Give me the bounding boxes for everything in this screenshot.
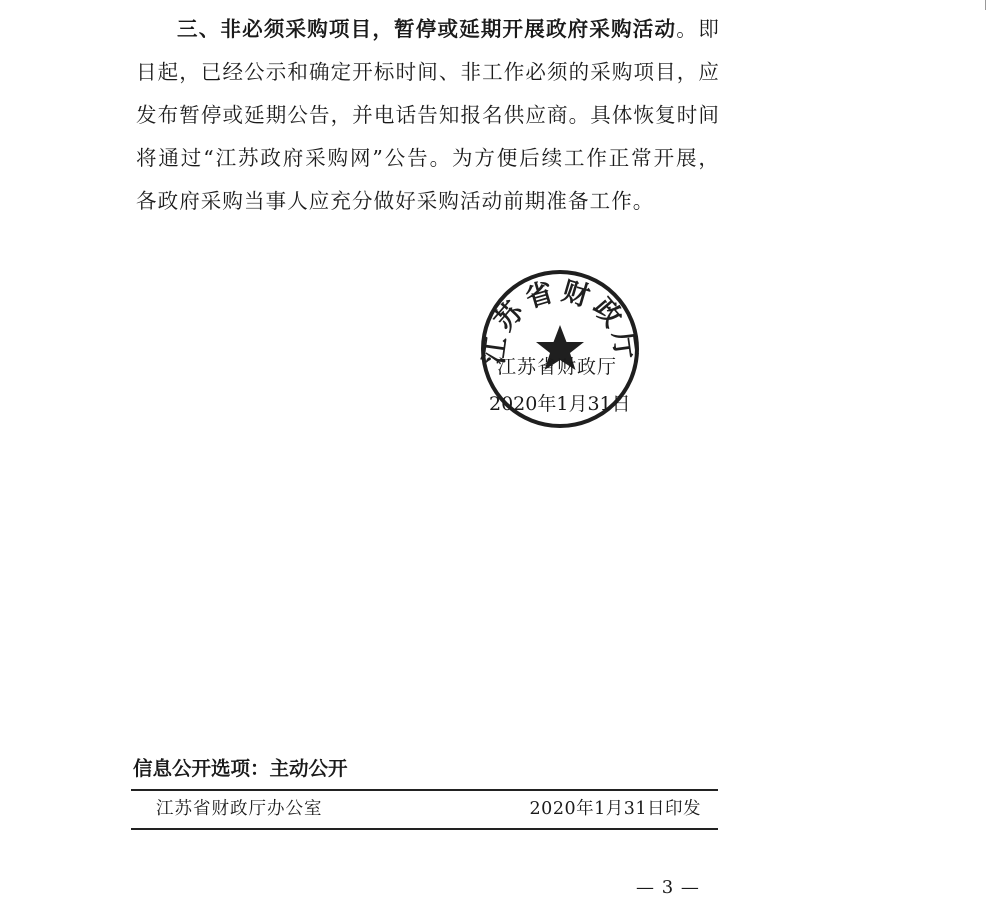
issuing-office: 江苏省财政厅办公室 — [156, 799, 323, 819]
seal-arc-text: 江苏省财政厅 — [479, 275, 641, 367]
edge-line — [985, 0, 986, 10]
page-number: — 3 — — [636, 877, 700, 898]
signature-date: 2020年1月31日 — [489, 393, 631, 415]
issue-date: 2020年1月31日印发 — [529, 799, 701, 819]
signer-org: 江苏省财政厅 — [497, 356, 618, 378]
divider-bottom — [131, 828, 718, 830]
section-heading: 三、非必须采购项目，暂停或延期开展政府采购活动 — [177, 17, 677, 41]
disclosure-option: 信息公开选项：主动公开 — [133, 757, 348, 780]
body-text: 。即日起，已经公示和确定开标时间、非工作必须的采购项目，应发布暂停或延期公告，并电话告知报名供应商。具体恢复时间将通过“江苏政府采购网”公告。为方便后续工作正常开展，各政府采购当事人应充分做好采购活动前期准备工作。 — [136, 17, 720, 213]
body-paragraph — [136, 8, 720, 223]
divider-top — [131, 789, 718, 791]
